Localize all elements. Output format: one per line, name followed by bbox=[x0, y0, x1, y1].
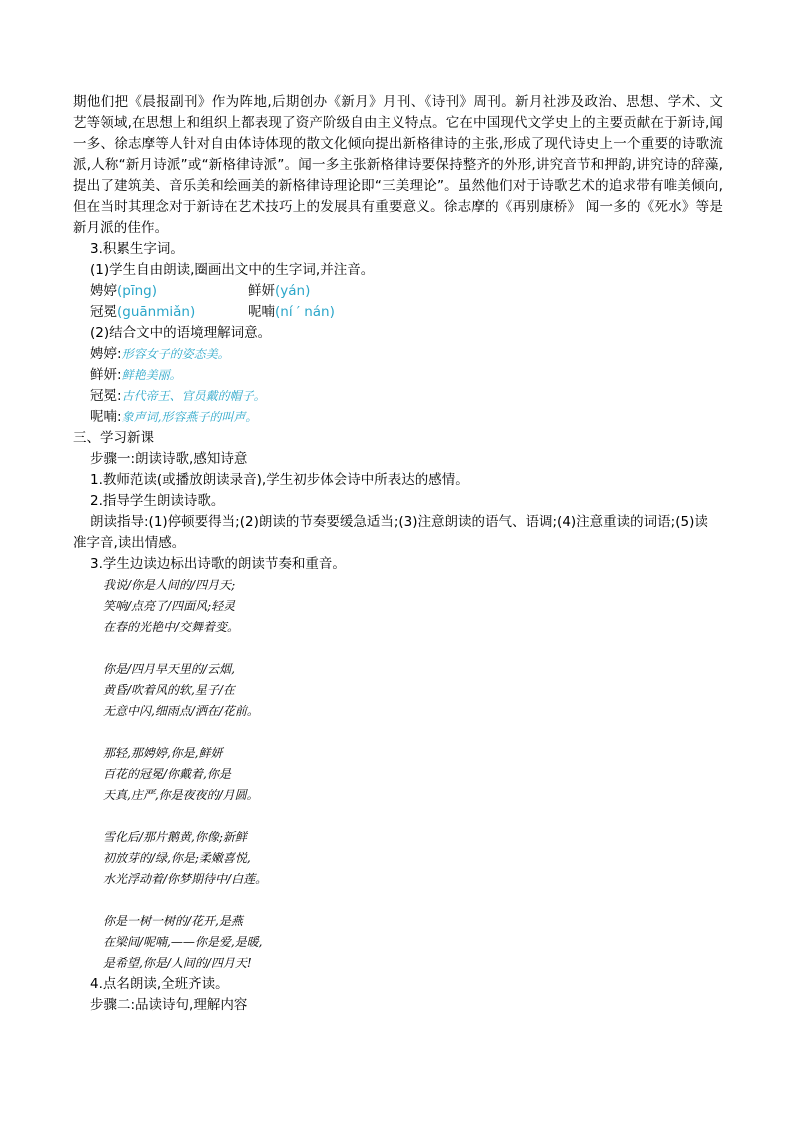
poem-line: 你是/四月早天里的/云烟, bbox=[103, 662, 235, 676]
poem-line: 黄昏/吹着风的软,星子/在 bbox=[103, 683, 235, 697]
definition-row bbox=[73, 407, 723, 428]
vocab-pinyin: (yán) bbox=[275, 283, 311, 299]
vocab-pinyin: (ní ′ nán) bbox=[275, 304, 335, 320]
reading-guide-continued: 准字音,读出情感。 bbox=[73, 535, 186, 551]
step-title: 步骤二:品读诗句,理解内容 bbox=[90, 997, 248, 1013]
definition-row bbox=[73, 386, 723, 407]
intro-paragraph: 期他们把《晨报副刊》作为阵地,后期创办《新月》月刊、《诗刊》周刊。新月社涉及政治、思想、学术、文艺等领域,在思想上和组织上都表现了资产阶级自由主义特点。它在中国现代文学史上的主要贡献在于新诗,闻一多、徐志摩等人针对自由体诗体现的散文化倾向提出新格律诗的主张,形成了现代诗史上一个重要的诗歌流派,人称“新月诗派”或“新格律诗派”。闻一多主张新格律诗要保持整齐的外形,讲究音节和押韵,讲究诗的辞藻,提出了建筑美、音乐美和绘画美的新格律诗理论即“三美理论”。虽然他们对于诗歌艺术的追求带有唯美倾向,但在当时其理念对于新诗在艺术技巧上的发展具有重要意义。徐志摩的《再别康桥》 闻一多的《死水》等是新月派的佳作。 bbox=[73, 94, 723, 236]
stanza-gap bbox=[73, 722, 723, 743]
definition-word: 呢喃: bbox=[90, 409, 122, 425]
definition-answer: 象声词,形容燕子的叫声。 bbox=[121, 410, 258, 424]
poem-line: 在春的光艳中/交舞着变。 bbox=[103, 620, 240, 634]
poem-line: 百花的冠冕/你戴着,你是 bbox=[103, 767, 231, 781]
vocab-step1: (1)学生自由朗读,圈画出文中的生字词,并注音。 bbox=[90, 262, 375, 278]
pinyin-row-2 bbox=[73, 302, 723, 323]
poem-line: 笑响/点亮了/四面风;轻灵 bbox=[103, 599, 236, 613]
definition-row bbox=[73, 344, 723, 365]
poem-line: 我说/你是人间的/四月天; bbox=[103, 578, 236, 592]
poem-line: 天真,庄严,你是夜夜的/月圆。 bbox=[103, 788, 259, 802]
poem-line: 那轻,那娉婷,你是,鲜妍 bbox=[103, 746, 223, 760]
poem bbox=[73, 575, 723, 974]
definition-word: 鲜妍: bbox=[90, 367, 122, 383]
poem-line: 你是一树一树的/花开,是燕 bbox=[103, 914, 243, 928]
document-page bbox=[73, 92, 723, 1016]
definition-answer: 古代帝王、官员戴的帽子。 bbox=[121, 389, 266, 403]
stanza-gap bbox=[73, 638, 723, 659]
paragraph: 4.点名朗读,全班齐读。 bbox=[90, 976, 229, 992]
section-heading: 三、学习新课 bbox=[73, 430, 154, 446]
stanza-gap bbox=[73, 890, 723, 911]
poem-line: 雪化后/那片鹅黄,你像;新鲜 bbox=[103, 830, 247, 844]
poem-line: 水光浮动着/你梦期待中/白莲。 bbox=[103, 872, 268, 886]
vocab-word: 冠冕 bbox=[90, 304, 117, 320]
paragraph: 2.指导学生朗读诗歌。 bbox=[90, 493, 225, 509]
definition-row bbox=[73, 365, 723, 386]
poem-line: 在梁间/呢喃,——你是爱,是暖, bbox=[103, 935, 263, 949]
vocab-step2: (2)结合文中的语境理解词意。 bbox=[90, 325, 272, 341]
paragraph: 3.学生边读边标出诗歌的朗读节奏和重音。 bbox=[90, 556, 346, 572]
step-title: 步骤一:朗读诗歌,感知诗意 bbox=[90, 451, 248, 467]
definition-answer: 形容女子的姿态美。 bbox=[121, 347, 230, 361]
pinyin-row-1 bbox=[73, 281, 723, 302]
stanza-gap bbox=[73, 806, 723, 827]
poem-line: 无意中闪,细雨点/洒在/花前。 bbox=[103, 704, 259, 718]
paragraph: 1.教师范读(或播放朗读录音),学生初步体会诗中所表达的感情。 bbox=[90, 472, 469, 488]
definition-word: 冠冕: bbox=[90, 388, 122, 404]
definition-word: 娉婷: bbox=[90, 346, 122, 362]
vocab-word: 鲜妍 bbox=[248, 283, 275, 299]
poem-line: 初放芽的/绿,你是;柔嫩喜悦, bbox=[103, 851, 251, 865]
vocab-word: 呢喃 bbox=[248, 304, 275, 320]
poem-line: 是希望,你是/人间的/四月天! bbox=[103, 956, 252, 970]
definition-answer: 鲜艳美丽。 bbox=[121, 368, 182, 382]
vocab-pinyin: (pīng) bbox=[117, 283, 157, 299]
vocab-pinyin: (guānmiǎn) bbox=[117, 304, 196, 320]
vocab-heading: 3.积累生字词。 bbox=[90, 241, 184, 257]
vocab-word: 娉婷 bbox=[90, 283, 117, 299]
reading-guide: 朗读指导:(1)停顿要得当;(2)朗读的节奏要缓急适当;(3)注意朗读的语气、语调;(4)注意重读的词语;(5)读 bbox=[90, 514, 708, 530]
